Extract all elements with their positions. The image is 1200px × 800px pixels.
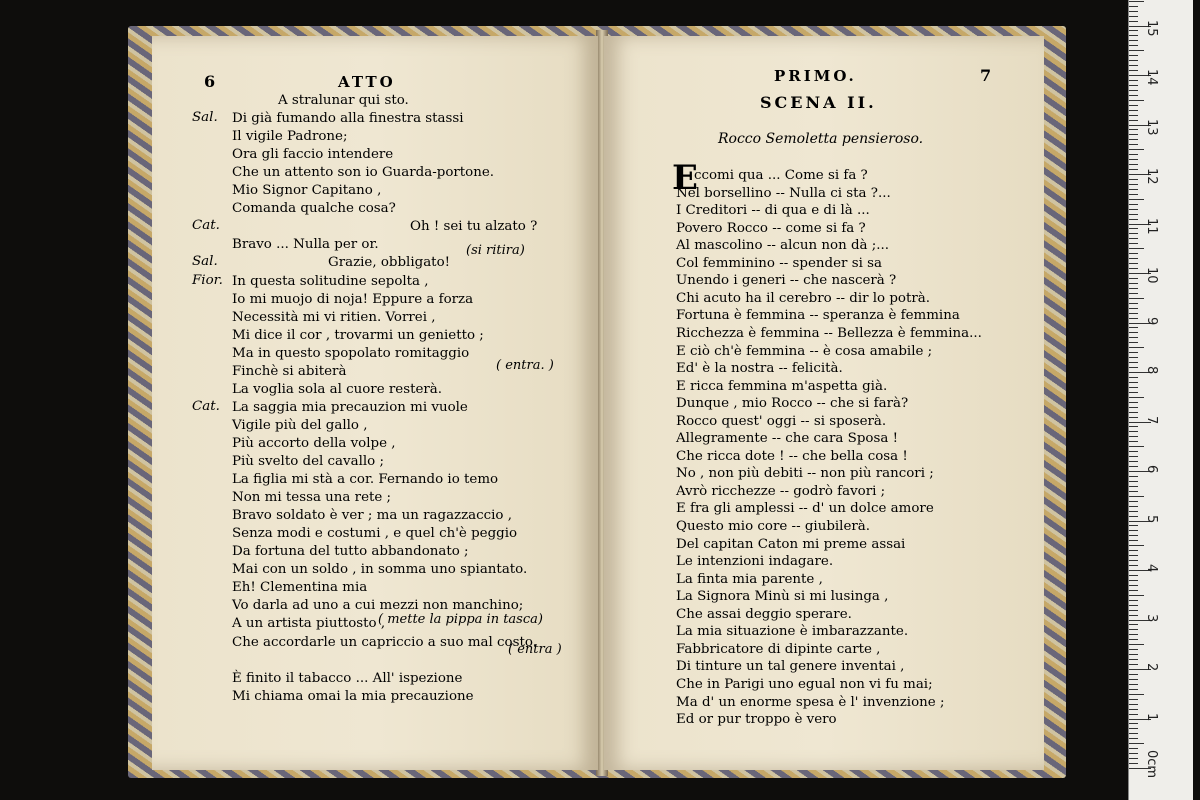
ruler-tick <box>1129 30 1138 31</box>
ruler-tick <box>1129 45 1138 46</box>
ruler-tick <box>1129 263 1138 264</box>
verse-line: Ed or pur troppo è vero <box>676 712 837 728</box>
verse-line: Al mascolino -- alcun non dà ;... <box>676 238 890 254</box>
ruler-tick <box>1129 293 1138 294</box>
verse-line: Ricchezza è femmina -- Bellezza è femmina... <box>676 325 982 341</box>
verse-line: Fabbricatore di dipinte carte , <box>676 641 881 657</box>
verse-line: E ricca femmina m'aspetta già. <box>676 378 888 394</box>
left-page-number: 6 <box>204 72 216 91</box>
verse-line: Che in Parigi uno egual non vi fu mai; <box>676 676 933 692</box>
verse-line: Più accorto della volpe , <box>232 435 396 451</box>
verse-line: Nel borsellino -- Nulla ci sta ?... <box>676 185 891 201</box>
ruler-tick <box>1129 189 1138 190</box>
ruler-tick <box>1129 387 1138 388</box>
ruler-tick <box>1129 85 1138 86</box>
ruler-tick <box>1129 639 1138 640</box>
ruler-tick <box>1129 243 1138 244</box>
ruler-tick <box>1129 313 1138 314</box>
ruler-tick <box>1129 55 1138 56</box>
verse-line: Mio Signor Capitano , <box>232 183 382 199</box>
ruler-tick <box>1129 144 1138 145</box>
ruler-number: 1 <box>1144 712 1159 721</box>
ruler-tick <box>1129 303 1138 304</box>
ruler-tick <box>1129 530 1138 531</box>
verse-line: Di tinture un tal genere inventai , <box>676 659 905 675</box>
ruler-tick <box>1129 95 1138 96</box>
verse-line: Col femminino -- spender si sa <box>676 255 882 271</box>
speaker-label: Cat. <box>192 218 220 234</box>
verse-line: È finito il tabacco ... All' ispezione <box>232 670 463 686</box>
ruler-tick <box>1129 699 1138 700</box>
speaker-label: Sal. <box>192 110 218 126</box>
ruler-tick <box>1129 318 1138 319</box>
verse-line: Vigile più del gallo , <box>232 417 368 433</box>
ruler-tick <box>1129 659 1138 660</box>
ruler-tick <box>1129 461 1138 462</box>
verse-line: Non mi tessa una rete ; <box>232 490 392 506</box>
ruler-tick <box>1129 417 1138 418</box>
ruler-tick <box>1129 738 1138 739</box>
ruler-tick <box>1129 615 1138 616</box>
right-page-number: 7 <box>980 66 992 85</box>
verse-line: A un artista piuttosto , <box>232 616 386 632</box>
ruler-tick <box>1129 248 1144 249</box>
ruler-tick <box>1129 258 1138 259</box>
ruler-tick <box>1129 228 1138 229</box>
verse-line: La voglia sola al cuore resterà. <box>232 381 443 397</box>
verse-line: A stralunar qui sto. <box>278 93 409 108</box>
ruler-tick <box>1129 426 1138 427</box>
ruler-tick <box>1129 105 1138 106</box>
ruler-tick <box>1129 90 1138 91</box>
ruler-tick <box>1129 238 1138 239</box>
ruler-tick <box>1129 649 1138 650</box>
ruler-zero-label: 0cm <box>1144 750 1159 779</box>
verse-line: Eh! Clementina mia <box>232 580 368 596</box>
ruler-tick <box>1129 714 1138 715</box>
verse-line: Avrò ricchezze -- godrò favori ; <box>676 483 886 499</box>
ruler-number: 14 <box>1144 69 1159 86</box>
speaker-label: Cat. <box>192 398 220 414</box>
ruler-tick <box>1129 605 1138 606</box>
ruler-tick <box>1129 209 1138 210</box>
verse-line: Questo mio core -- giubilerà. <box>676 519 871 534</box>
verse-line: Unendo i generi -- che nascerà ? <box>676 273 897 289</box>
ruler-tick <box>1129 357 1138 358</box>
ruler-tick <box>1129 298 1144 299</box>
verse-line: La saggia mia precauzion mi vuole <box>232 399 468 415</box>
ruler-tick <box>1129 362 1138 363</box>
ruler-number: 15 <box>1144 19 1159 37</box>
ruler-tick <box>1129 154 1138 155</box>
ruler-tick <box>1129 664 1138 665</box>
scene-heading: SCENA II. <box>760 93 877 112</box>
ruler-tick <box>1129 763 1138 764</box>
ruler-tick <box>1129 139 1138 140</box>
ruler-number: 6 <box>1144 465 1159 474</box>
ruler-tick <box>1129 100 1144 101</box>
ruler-tick <box>1129 337 1138 338</box>
ruler-tick <box>1129 332 1138 333</box>
ruler-tick <box>1129 347 1144 348</box>
verse-line: Ma in questo spopolato romitaggio <box>232 345 470 361</box>
ruler-tick <box>1129 684 1138 685</box>
ruler-tick <box>1129 466 1138 467</box>
ruler-tick <box>1129 115 1138 116</box>
ruler-tick <box>1129 595 1144 596</box>
ruler-tick <box>1129 21 1138 22</box>
verse-line: Il vigile Padrone; <box>232 129 348 145</box>
ruler-tick <box>1129 451 1138 452</box>
ruler-tick <box>1129 278 1138 279</box>
speaker-label: Fior. <box>192 272 223 288</box>
ruler-tick <box>1129 382 1138 383</box>
ruler-tick <box>1129 342 1138 343</box>
stage-direction-entra-final: ( entra ) <box>508 642 562 657</box>
verse-line: In questa solitudine sepolta , <box>232 273 429 289</box>
ruler-tick <box>1129 674 1138 675</box>
ruler-tick <box>1129 35 1138 36</box>
ruler-tick <box>1129 6 1138 7</box>
ruler-number: 4 <box>1144 564 1159 573</box>
ruler-tick <box>1129 352 1138 353</box>
ruler-tick <box>1129 580 1138 581</box>
ruler-tick <box>1129 550 1138 551</box>
verse-line: Oh ! sei tu alzato ? <box>410 219 538 235</box>
verse-line: Vo darla ad uno a cui mezzi non manchino; <box>232 598 524 614</box>
verse-line: Fortuna è femmina -- speranza è femmina <box>676 308 960 324</box>
ruler-tick <box>1129 110 1138 111</box>
ruler-tick <box>1129 743 1144 744</box>
ruler-tick <box>1129 511 1138 512</box>
ruler-tick <box>1129 441 1138 442</box>
ruler-tick <box>1129 397 1144 398</box>
ruler-tick <box>1129 11 1138 12</box>
verse-line: ccomi qua ... Come si fa ? <box>694 168 868 183</box>
ruler-number: 2 <box>1144 663 1159 672</box>
verse-line: La Signora Minù si mi lusinga , <box>676 589 889 605</box>
verse-line: Del capitan Caton mi preme assai <box>676 536 906 552</box>
ruler-tick <box>1129 149 1144 150</box>
ruler-tick <box>1129 184 1138 185</box>
verse-line: Io mi muojo di noja! Eppure a forza <box>232 291 474 307</box>
ruler-tick <box>1129 600 1138 601</box>
verse-line: I Creditori -- di qua e di là ... <box>676 203 870 219</box>
ruler-tick <box>1129 233 1138 234</box>
ruler-tick <box>1129 476 1138 477</box>
verse-line: Ed' è la nostra -- felicità. <box>676 361 843 377</box>
ruler-tick <box>1129 629 1138 630</box>
verse-line: Che accordarle un capriccio a suo mal costo. <box>232 634 537 650</box>
speaker-label: Sal. <box>192 254 218 270</box>
ruler-number: 8 <box>1144 366 1159 375</box>
right-running-head: PRIMO. <box>774 67 857 85</box>
verse-line: E ciò ch'è femmina -- è cosa amabile ; <box>676 343 933 359</box>
ruler-tick <box>1129 565 1138 566</box>
ruler-tick <box>1129 16 1138 17</box>
ruler-tick <box>1129 65 1138 66</box>
verse-line: La figlia mi stà a cor. Fernando io temo <box>232 472 499 488</box>
drop-cap: E <box>672 158 698 198</box>
ruler-tick <box>1129 308 1138 309</box>
ruler-number: 9 <box>1144 316 1159 325</box>
verse-line: Che ricca dote ! -- che bella cosa ! <box>676 448 908 464</box>
ruler-tick <box>1129 80 1138 81</box>
ruler-tick <box>1129 481 1138 482</box>
ruler-tick <box>1129 50 1144 51</box>
ruler-tick <box>1129 204 1138 205</box>
ruler-tick <box>1129 540 1138 541</box>
ruler-tick <box>1129 412 1138 413</box>
verse-line: Mi dice il cor , trovarmi un genietto ; <box>232 327 484 343</box>
verse-line: Ma d' un enorme spesa è l' invenzione ; <box>676 694 945 710</box>
ruler-tick <box>1129 392 1138 393</box>
verse-line: Bravo soldato è ver ; ma un ragazzaccio , <box>232 508 513 524</box>
ruler-tick <box>1129 545 1144 546</box>
verse-line: Povero Rocco -- come si fa ? <box>676 220 866 236</box>
verse-line: Le intenzioni indagare. <box>676 554 834 570</box>
ruler-tick <box>1129 644 1144 645</box>
verse-line: Mai con un soldo , in somma uno spiantato. <box>232 562 528 578</box>
ruler-tick <box>1129 159 1138 160</box>
verse-line: Comanda qualche cosa? <box>232 201 396 217</box>
measurement-ruler <box>1128 0 1193 800</box>
verse-line: Ora gli faccio intendere <box>232 147 394 163</box>
verse-line: Finchè si abiterà <box>232 363 347 379</box>
ruler-tick <box>1129 169 1138 170</box>
ruler-tick <box>1129 283 1138 284</box>
ruler-tick <box>1129 575 1138 576</box>
ruler-tick <box>1129 525 1138 526</box>
ruler-number: 10 <box>1144 267 1159 284</box>
ruler-tick <box>1129 288 1138 289</box>
ruler-tick <box>1129 728 1138 729</box>
ruler-tick <box>1129 496 1144 497</box>
ruler-tick <box>1129 709 1138 710</box>
ruler-tick <box>1129 535 1138 536</box>
verse-line: Necessità mi vi ritien. Vorrei , <box>232 309 436 325</box>
ruler-tick <box>1129 634 1138 635</box>
scene-characters: Rocco Semoletta pensieroso. <box>718 131 924 147</box>
verse-line: Dunque , mio Rocco -- che si farà? <box>676 396 909 412</box>
ruler-tick <box>1129 436 1138 437</box>
ruler-tick <box>1129 214 1138 215</box>
verse-line: Di già fumando alla finestra stassi <box>232 111 464 127</box>
ruler-tick <box>1129 70 1138 71</box>
ruler-number: 12 <box>1144 168 1159 185</box>
ruler-tick <box>1129 1 1144 2</box>
ruler-number: 13 <box>1144 118 1159 136</box>
verse-line: Rocco quest' oggi -- si sposerà. <box>676 413 887 429</box>
ruler-tick <box>1129 516 1138 517</box>
ruler-tick <box>1129 506 1138 507</box>
verse-line: Senza modi e costumi , e quel ch'è peggio <box>232 526 518 542</box>
ruler-tick <box>1129 491 1138 492</box>
ruler-tick <box>1129 268 1138 269</box>
ruler-tick <box>1129 219 1138 220</box>
ruler-tick <box>1129 120 1138 121</box>
ruler-tick <box>1129 753 1138 754</box>
verse-line: La mia situazione è imbarazzante. <box>676 624 909 640</box>
ruler-tick <box>1129 560 1138 561</box>
ruler-tick <box>1129 679 1138 680</box>
ruler-number: 5 <box>1144 514 1159 523</box>
ruler-tick <box>1129 733 1138 734</box>
verse-line: Mi chiama omai la mia precauzione <box>232 688 474 704</box>
verse-line: Più svelto del cavallo ; <box>232 454 384 469</box>
ruler-tick <box>1129 624 1138 625</box>
ruler-tick <box>1129 402 1138 403</box>
ruler-tick <box>1129 748 1138 749</box>
ruler-tick <box>1129 253 1138 254</box>
ruler-tick <box>1129 723 1138 724</box>
ruler-tick <box>1129 377 1138 378</box>
ruler-tick <box>1129 179 1138 180</box>
ruler-number: 3 <box>1144 613 1159 622</box>
stage-direction-mette-pipa: ( mette la pippa in tasca) <box>378 612 543 627</box>
ruler-tick <box>1129 407 1138 408</box>
ruler-tick <box>1129 40 1138 41</box>
ruler-tick <box>1129 129 1138 130</box>
ruler-tick <box>1129 689 1138 690</box>
verse-line: Che assai deggio sperare. <box>676 606 852 622</box>
verse-line: Da fortuna del tutto abbandonato ; <box>232 544 469 560</box>
ruler-tick <box>1129 199 1144 200</box>
ruler-tick <box>1129 164 1138 165</box>
ruler-tick <box>1129 590 1138 591</box>
stage-direction-si-ritira: (si ritira) <box>466 243 525 258</box>
ruler-tick <box>1129 134 1138 135</box>
ruler-tick <box>1129 501 1138 502</box>
ruler-tick <box>1129 446 1144 447</box>
verse-line: Grazie, obbligato! <box>328 255 451 271</box>
ruler-number: 7 <box>1144 415 1159 424</box>
ruler-tick <box>1129 486 1138 487</box>
verse-line: Allegramente -- che cara Sposa ! <box>676 431 898 447</box>
ruler-tick <box>1129 367 1138 368</box>
verse-line: E fra gli amplessi -- d' un dolce amore <box>676 501 934 517</box>
stage-direction-entra: ( entra. ) <box>496 358 554 373</box>
ruler-tick <box>1129 758 1138 759</box>
verse-line: No , non più debiti -- non più rancori ; <box>676 466 934 482</box>
ruler-tick <box>1129 555 1138 556</box>
verse-line: Bravo ... Nulla per or. <box>232 237 379 253</box>
ruler-tick <box>1129 694 1144 695</box>
verse-line: Chi acuto ha il cerebro -- dir lo potrà. <box>676 290 931 306</box>
ruler-number: 11 <box>1144 217 1159 235</box>
ruler-tick <box>1129 654 1138 655</box>
verse-line: La finta mia parente , <box>676 571 823 587</box>
ruler-tick <box>1129 60 1138 61</box>
ruler-tick <box>1129 194 1138 195</box>
ruler-tick <box>1129 610 1138 611</box>
ruler-tick <box>1129 704 1138 705</box>
ruler-tick <box>1129 327 1138 328</box>
ruler-tick <box>1129 585 1138 586</box>
verse-line: Che un attento son io Guarda-portone. <box>232 165 495 181</box>
left-running-head: ATTO <box>338 73 396 91</box>
ruler-tick <box>1129 456 1138 457</box>
ruler-tick <box>1129 431 1138 432</box>
